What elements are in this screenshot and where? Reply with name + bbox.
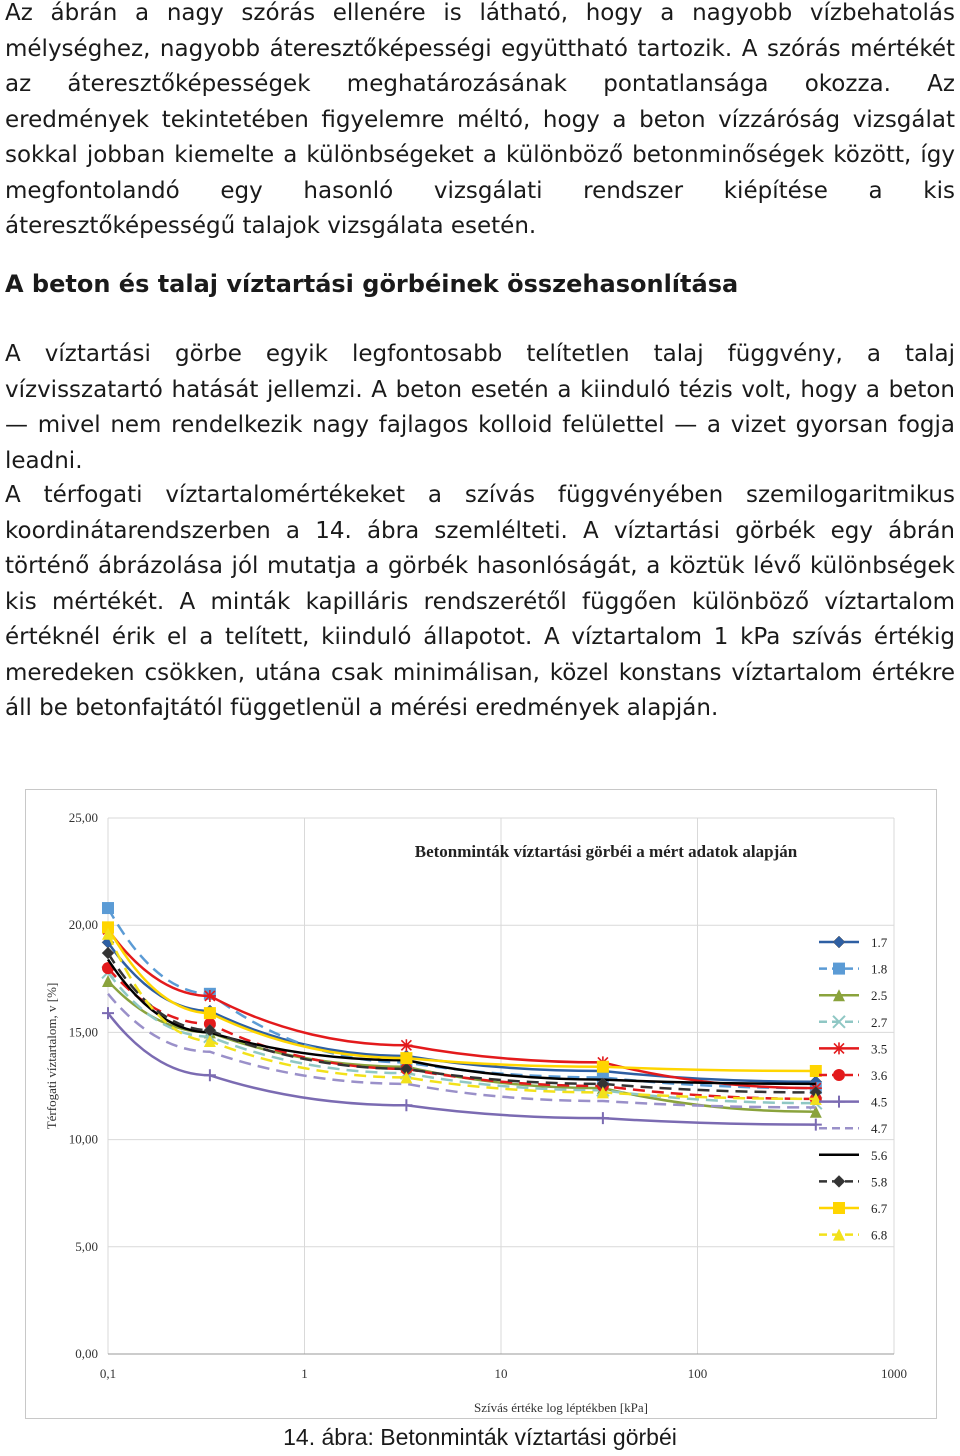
legend-label: 2.5	[871, 988, 888, 1004]
intro-paragraph: Az ábrán a nagy szórás ellenére is látható, hogy a nagyobb vízbehatolás mélységhez, nagyobb áteresztőképességi együttható tartozik. A szórás mértékét az áteresztőképességek meghatározásának pontatlansága okozza. Az eredmények tekintetében figyelemre méltó, hogy a beton vízzáróság vizsgálat sokkal jobban kiemelte a különbségeket a különböző betonminőségek között, így megfontolandó egy hasonló vizsgálati rendszer kiépítése a kis áteresztőképességű talajok vizsgálata esetén.	[5, 0, 955, 239]
legend-label: 5.8	[871, 1174, 888, 1190]
y-tick-label: 0,00	[75, 1346, 98, 1361]
x-axis-title: Szívás értéke log léptékben [kPa]	[474, 1400, 648, 1415]
legend-label: 6.7	[871, 1201, 888, 1216]
legend-marker	[833, 1042, 845, 1054]
legend-label: 1.7	[871, 935, 888, 950]
figure-caption: 14. ábra: Betonminták víztartási görbéi	[283, 1424, 677, 1450]
y-tick-label: 10,00	[68, 1131, 98, 1147]
legend-label: 4.5	[871, 1094, 888, 1110]
data-point-6-7	[597, 1061, 609, 1073]
chart-figure	[25, 789, 937, 1419]
paragraph-figure-description: A térfogati víztartalomértékeket a szívás függvényében szemilogaritmikus koordinátarendszerben a 14. ábra szemlélteti. A víztartási görbék egy ábrán történő ábrázolása jól mutatja a görbék hasonlóságát, a köztük lévő különbségek kis mértékét. A minták kapilláris rendszerétől függően különböző víztartalom értéknél érik el a telített, kiinduló állapotot. A víztartalom 1 kPa szívás értékig meredeken csökken, utána csak minimálisan, közel konstans víztartalom értékre áll be betonfajtától függetlenül a mérési eredmények alapján.	[5, 482, 955, 721]
data-point-1-8	[102, 902, 114, 914]
chart-title: Betonminták víztartási görbéi a mért adatok alapján	[414, 842, 798, 861]
legend-label: 2.7	[871, 1014, 888, 1030]
legend-label: 1.8	[871, 961, 888, 977]
data-point-6-7	[400, 1052, 412, 1064]
x-tick-label: 100	[687, 1366, 708, 1381]
legend-label: 6.8	[871, 1227, 888, 1243]
legend-marker	[833, 1069, 845, 1081]
data-point-3-5	[400, 1039, 412, 1051]
legend-marker	[833, 936, 845, 948]
data-point-4-5	[204, 1069, 216, 1081]
legend-label: 3.5	[871, 1041, 888, 1057]
data-point-4-5	[597, 1112, 609, 1124]
x-tick-label: 1	[301, 1366, 308, 1381]
section-heading: A beton és talaj víztartási görbéinek összehasonlítása	[5, 270, 739, 298]
paragraph-water-retention: A víztartási görbe egyik legfontosabb telítetlen talaj függvény, a talaj vízvisszatartó hatását jellemzi. A beton esetén a kiinduló tézis volt, hogy a beton — mivel nem rendelkezik nagy fajlagos kolloid felülettel — a vizet gyorsan fogja leadni.	[5, 341, 955, 474]
y-tick-label: 15,00	[68, 1024, 98, 1040]
data-point-6-7	[204, 1007, 216, 1019]
legend-label: 4.7	[871, 1121, 888, 1137]
legend-marker	[833, 1202, 845, 1214]
legend-marker	[833, 963, 845, 975]
x-tick-label: 10	[494, 1366, 508, 1381]
y-tick-label: 5,00	[75, 1238, 98, 1254]
legend-marker	[833, 1175, 845, 1187]
legend-label: 5.6	[871, 1147, 888, 1163]
y-tick-label: 25,00	[68, 810, 98, 825]
legend-marker	[833, 1096, 845, 1108]
y-axis-title: Térfogati víztartalom, v [%]	[44, 982, 59, 1130]
data-point-3-5	[204, 990, 216, 1002]
data-point-4-5	[400, 1099, 412, 1111]
x-tick-label: 0,1	[99, 1366, 117, 1381]
water-retention-chart	[26, 790, 936, 1418]
legend-label: 3.6	[871, 1068, 888, 1083]
y-tick-label: 20,00	[68, 917, 98, 933]
x-tick-label: 1000	[881, 1366, 907, 1381]
